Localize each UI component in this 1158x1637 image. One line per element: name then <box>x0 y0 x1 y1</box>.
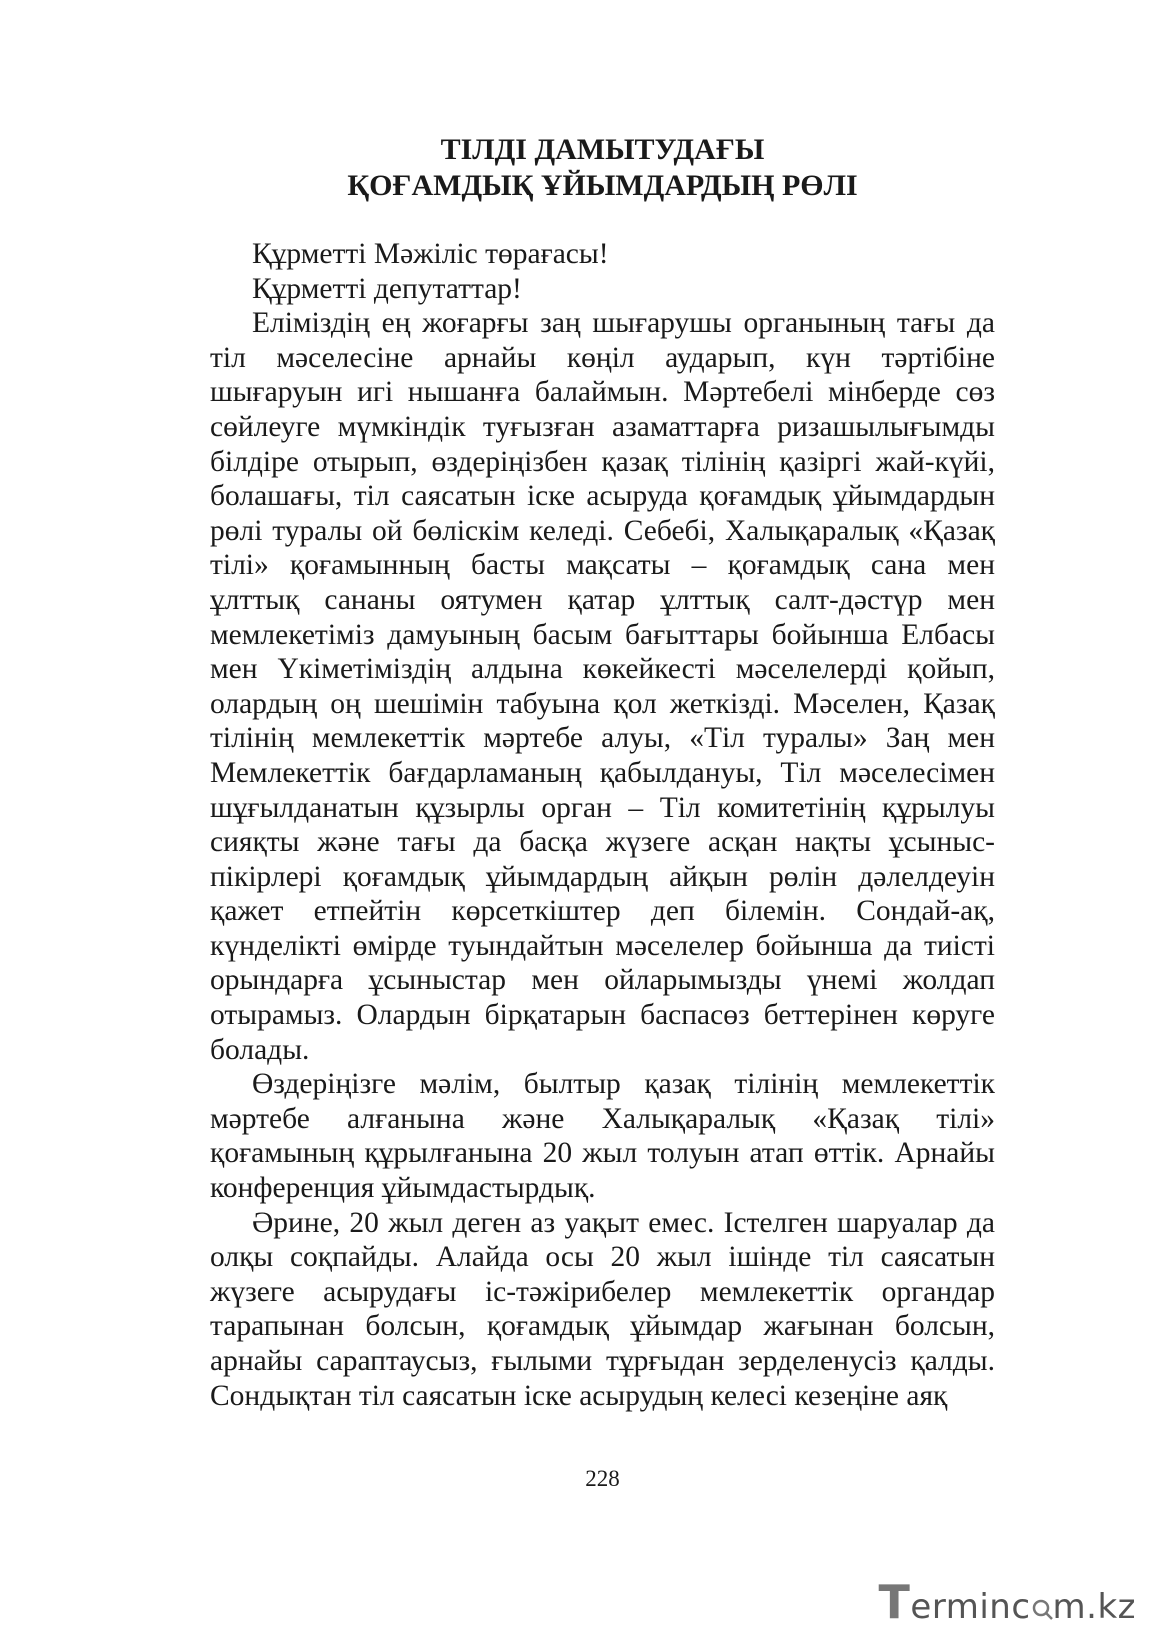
site-watermark <box>879 1575 1136 1629</box>
page-title <box>210 132 995 204</box>
paragraph: Өздеріңізге мәлім, былтыр қазақ тілінің мемлекеттік мәртебе алғанына және Халықаралық «Қазақ тілі» қоғамының құрылғанына 20 жыл толуын атап өттік. Арнайы конференция ұйымдастырдық. <box>210 1068 995 1205</box>
watermark-text-c: m.kz <box>1052 1587 1136 1627</box>
page-number: 228 <box>585 1466 620 1491</box>
watermark-text-b: c <box>1011 1587 1031 1627</box>
watermark-text-a: ermin <box>910 1587 1012 1627</box>
paragraph: Еліміздің ең жоғарғы заң шығарушы органының тағы да тіл мәселесіне арнайы көңіл аударып, күн тәртібіне шығаруын игі нышанға балаймын. Мәртебелі мінберде сөз сөйлеуге мүмкіндік туғызған азаматтарға ризашылығымды білдіре отырып, өздеріңізбен қазақ тілінің қазіргі жай-күйі, болашағы, тіл саясатын іске асыруда қоғамдық ұйымдардын рөлі туралы ой бөлiскiм келеді. Себебі, Халықаралық «Қазақ тілі» қоғамынның басты мақсаты – қоғамдық сана мен ұлттық сананы оятумен қатар ұлттық салт-дәстүр мен мемлекетіміз дамуының басым бағыттары бойынша Елбасы мен Үкіметіміздің алдына көкейкесті мәселелерді қойып, олардың оң шешімін табуына қол жеткізді. Мәселен, Қазақ тілінің мемлекеттік мәртебе алуы, «Тіл туралы» Заң мен Мемлекеттік бағдарламаның қабылдануы, Тіл мәселесімен шұғылданатын құзырлы орган – Тіл комитетінің құрылуы сияқты және тағы да басқа жүзеге асқан нақты ұсыныс-пікірлері қоғамдық ұйымдардың айқын рөлін дәлелдеуін қажет етпейтін көрсеткіштер деп білемін. Сондай-ақ, күнделікті өмірде туындайтын мәселелер бойынша да тиісті орындарға ұсыныстар мен ойларымызды үнемі жолдап отырамыз. Олардын бірқатарын баспасөз беттерінен көруге болады. <box>210 307 995 1066</box>
body-text <box>210 237 995 1413</box>
greeting-chairman: Құрметті Мәжіліс төрағасы! <box>252 238 609 270</box>
magnifier-icon <box>1031 1598 1053 1620</box>
paragraph: Әрине, 20 жыл деген аз уақыт емес. Істелген шаруалар да олқы соқпайды. Алайда осы 20 жыл ішінде тіл саясатын жүзеге асырудағы іс-тәжірибелер мемлекеттік органдар тарапынан болсын, қоғамдық ұйымдар жағынан болсын, арнайы сараптаусыз, ғылыми тұрғыдан зерделенусіз қалды. Сондықтан тіл саясатын іске асырудың келесі кезеңіне аяқ <box>210 1206 995 1412</box>
title-line-2: ҚОҒАМДЫҚ ҰЙЫМДАРДЫҢ РӨЛІ <box>347 169 858 202</box>
greeting-deputies: Құрметті депутаттар! <box>252 272 522 305</box>
watermark-first-letter: T <box>878 1575 911 1629</box>
title-line-1: ТІЛДІ ДАМЫТУДАҒЫ <box>440 133 765 166</box>
